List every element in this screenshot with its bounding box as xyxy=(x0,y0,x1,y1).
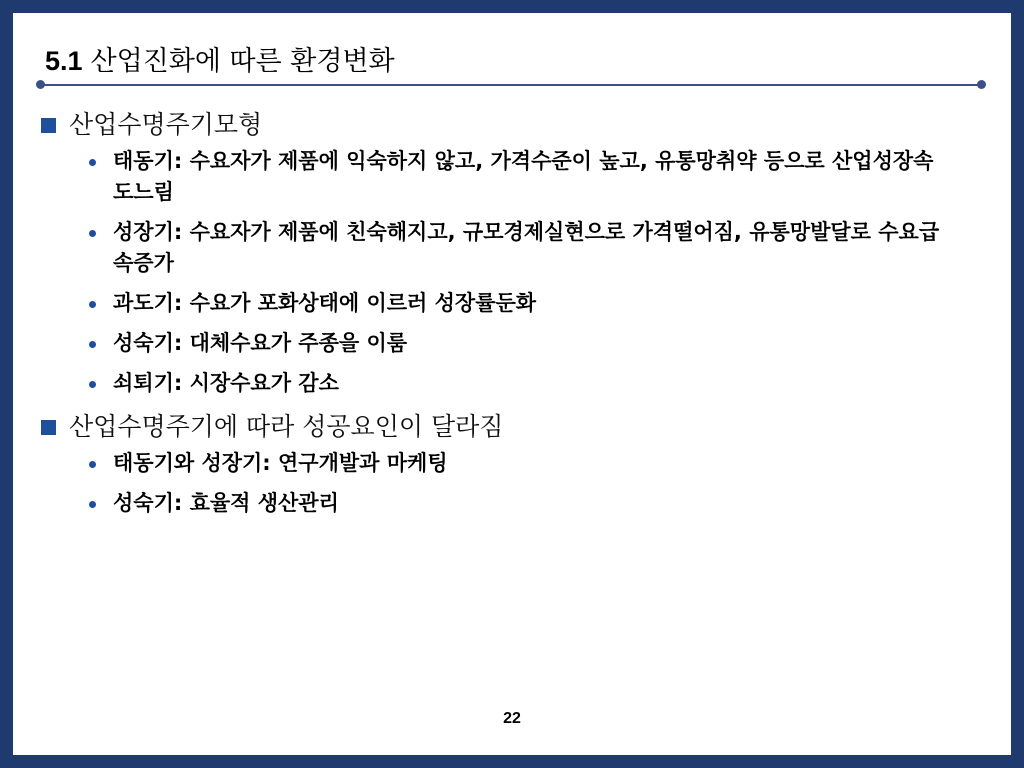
section-heading xyxy=(41,408,971,446)
list-item-text: 태동기: 수요자가 제품에 익숙하지 않고, 가격수준이 높고, 유통망취약 등으로 산업성장속도느림 xyxy=(113,149,934,204)
bullet-list xyxy=(41,448,971,519)
bullet-list xyxy=(41,146,971,399)
round-bullet-icon xyxy=(89,461,96,468)
round-bullet-icon xyxy=(89,381,96,388)
round-bullet-icon xyxy=(89,230,96,237)
list-item-text: 성숙기: 대체수요가 주종을 이룸 xyxy=(113,331,408,355)
list-item-text: 성숙기: 효율적 생산관리 xyxy=(113,491,339,515)
list-item xyxy=(89,488,971,519)
list-item-text: 태동기와 성장기: 연구개발과 마케팅 xyxy=(113,451,448,475)
title-text: 산업진화에 따른 환경변화 xyxy=(90,46,395,77)
slide-content xyxy=(41,106,971,528)
round-bullet-icon xyxy=(89,501,96,508)
square-bullet-icon xyxy=(41,420,56,435)
list-item xyxy=(89,368,971,399)
divider-right-dot xyxy=(977,80,986,89)
list-item xyxy=(89,217,971,279)
section-heading xyxy=(41,106,971,144)
section-heading-text: 산업수명주기에 따라 성공요인이 달라짐 xyxy=(69,412,504,441)
title-number: 5.1 xyxy=(45,46,83,76)
list-item xyxy=(89,146,971,208)
list-item xyxy=(89,328,971,359)
divider-left-dot xyxy=(36,80,45,89)
round-bullet-icon xyxy=(89,301,96,308)
list-item-text: 쇠퇴기: 시장수요가 감소 xyxy=(113,371,339,395)
title-divider xyxy=(39,84,981,86)
slide xyxy=(13,13,1011,755)
list-item-text: 성장기: 수요자가 제품에 친숙해지고, 규모경제실현으로 가격떨어짐, 유통망발달로 수요급속증가 xyxy=(113,220,940,275)
round-bullet-icon xyxy=(89,341,96,348)
slide-title xyxy=(45,39,395,78)
round-bullet-icon xyxy=(89,159,96,166)
square-bullet-icon xyxy=(41,118,56,133)
list-item xyxy=(89,288,971,319)
page-number: 22 xyxy=(503,710,521,727)
list-item xyxy=(89,448,971,479)
section-heading-text: 산업수명주기모형 xyxy=(69,110,263,139)
list-item-text: 과도기: 수요가 포화상태에 이르러 성장률둔화 xyxy=(113,291,537,315)
